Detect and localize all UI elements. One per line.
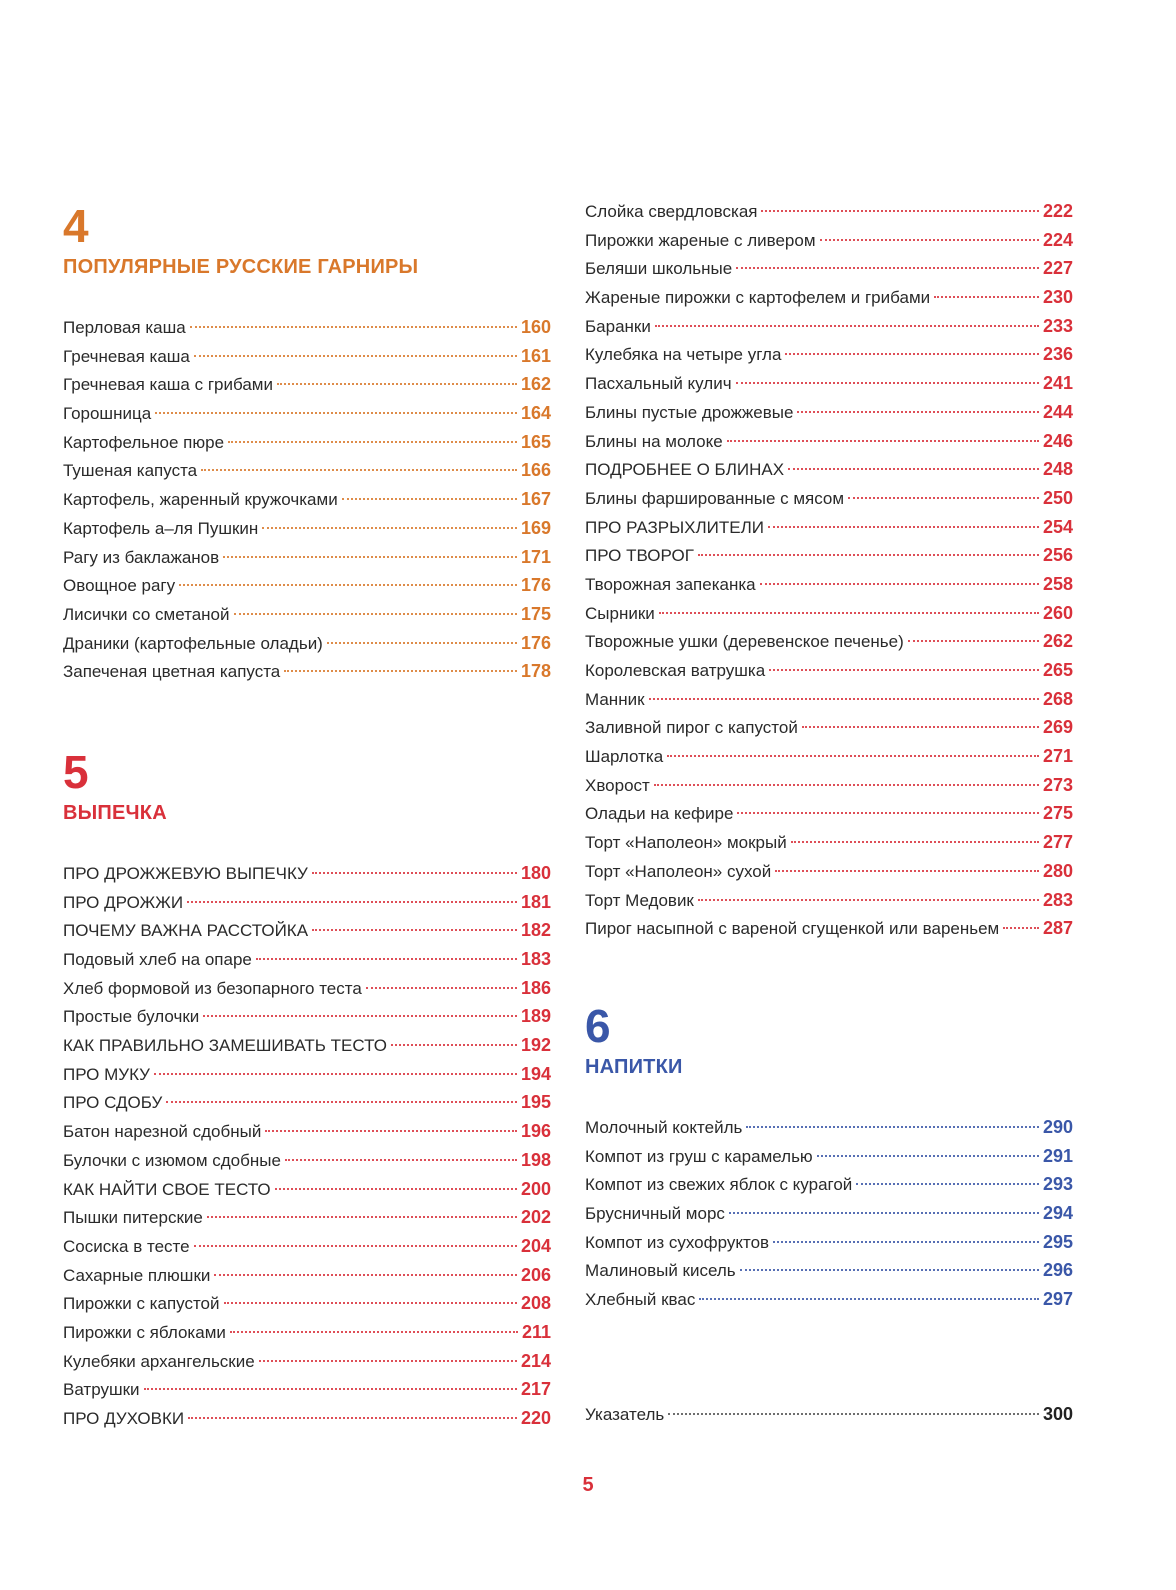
leader-dots	[1003, 927, 1039, 929]
toc-entry[interactable]	[585, 828, 1073, 857]
toc-entry-title: Компот из сухофруктов	[585, 1232, 770, 1252]
toc-entry[interactable]	[63, 485, 551, 514]
leader-dots	[144, 1388, 517, 1390]
toc-entry[interactable]	[585, 656, 1073, 685]
toc-entry-page: 220	[520, 1408, 551, 1428]
leader-dots	[760, 583, 1039, 585]
toc-entry-title: Компот из свежих яблок с курагой	[585, 1175, 853, 1195]
toc-entry-title: ПРО МУКУ	[63, 1064, 150, 1084]
section-number: 5	[63, 745, 89, 798]
toc-entry-title: Сырники	[585, 603, 655, 623]
toc-entry-page: 222	[1042, 201, 1073, 221]
leader-dots	[234, 613, 517, 615]
leader-dots	[327, 642, 517, 644]
toc-entry[interactable]	[585, 312, 1073, 341]
leader-dots	[649, 698, 1039, 700]
toc-entry-page: 290	[1042, 1116, 1073, 1137]
leader-dots	[190, 326, 517, 328]
leader-dots	[820, 239, 1039, 241]
leader-dots	[366, 987, 517, 989]
toc-entry[interactable]	[63, 1318, 551, 1347]
toc-entry-title: ПРО ДРОЖЖЕВУЮ ВЫПЕЧКУ	[63, 863, 308, 883]
toc-entry-title: Простые булочки	[63, 1007, 200, 1027]
toc-entry-title: ПОЧЕМУ ВАЖНА РАССТОЙКА	[63, 921, 309, 941]
toc-entry-page: 241	[1042, 373, 1073, 394]
toc-entry-title: Блины пустые дрожжевые	[585, 402, 794, 422]
toc-entry[interactable]	[585, 340, 1073, 369]
toc-entry-title: Кулебяки архангельские	[63, 1351, 255, 1371]
leader-dots	[654, 784, 1039, 786]
toc-entry-page: 258	[1042, 573, 1073, 594]
toc-entry[interactable]	[63, 1347, 551, 1376]
leader-dots	[699, 1298, 1039, 1300]
toc-entry-page: 265	[1042, 660, 1073, 680]
toc-entry[interactable]	[63, 945, 551, 974]
leader-dots	[698, 899, 1039, 901]
toc-entry-page: 204	[520, 1235, 551, 1256]
toc-entry-title: Драники (картофельные оладьи)	[63, 633, 323, 653]
toc-entry[interactable]	[585, 1170, 1073, 1199]
leader-dots	[736, 267, 1039, 269]
section-title: ВЫПЕЧКА	[63, 801, 167, 824]
toc-entry-page: 162	[520, 374, 551, 395]
toc-entry-page: 246	[1042, 430, 1073, 451]
toc-entry-page: 294	[1042, 1202, 1073, 1223]
toc-entry-title: Пасхальный кулич	[585, 374, 732, 394]
leader-dots	[342, 498, 517, 500]
toc-entry-page: 196	[520, 1121, 551, 1142]
toc-entry[interactable]	[585, 541, 1073, 570]
toc-entry-title: Пирог насыпной с вареной сгущенкой или вареньем	[585, 919, 1000, 939]
toc-entry-title: Ватрушки	[63, 1380, 140, 1400]
toc-entry[interactable]	[63, 859, 551, 888]
leader-dots	[791, 841, 1039, 843]
toc-entry[interactable]	[585, 398, 1073, 427]
leader-dots	[275, 1188, 517, 1190]
toc-left-column	[63, 200, 551, 1433]
toc-entry[interactable]	[585, 627, 1073, 656]
toc-entry-title: ПРО ТВОРОГ	[585, 546, 694, 566]
leader-dots	[768, 526, 1039, 528]
toc-entry[interactable]	[63, 1203, 551, 1232]
toc-entry[interactable]	[585, 254, 1073, 283]
leader-dots	[659, 612, 1039, 614]
toc-entry-title: Лисички со сметаной	[63, 604, 230, 624]
toc-entry-title: Батон нарезной сдобный	[63, 1122, 262, 1142]
toc-entry[interactable]	[585, 1113, 1073, 1142]
leader-dots	[788, 468, 1039, 470]
toc-entry-page: 236	[1042, 344, 1073, 365]
toc-entry-title: Брусничный морс	[585, 1203, 725, 1223]
leader-dots	[736, 382, 1039, 384]
toc-entry-page: 296	[1042, 1260, 1073, 1281]
toc-entry-page: 211	[521, 1321, 551, 1342]
section-title: ПОПУЛЯРНЫЕ РУССКИЕ ГАРНИРЫ	[63, 256, 419, 278]
toc-entry-page: 227	[1042, 258, 1073, 279]
toc-entry-page: 269	[1042, 717, 1073, 738]
leader-dots	[179, 584, 517, 586]
toc-entry-page: 293	[1042, 1174, 1073, 1195]
leader-dots	[201, 469, 517, 471]
toc-entry-title: Творожные ушки (деревенское печенье)	[585, 632, 904, 652]
toc-entry[interactable]	[63, 514, 551, 543]
toc-entry[interactable]	[63, 1060, 551, 1089]
toc-entry[interactable]	[63, 1002, 551, 1031]
toc-entry-page: 271	[1042, 746, 1073, 767]
leader-dots	[775, 870, 1039, 872]
leader-dots	[256, 958, 517, 960]
toc-entry-page: 161	[520, 345, 551, 366]
leader-dots	[203, 1015, 517, 1017]
toc-entry-title: Малиновый кисель	[585, 1261, 736, 1281]
toc-entry-title: Королевская ватрушка	[585, 661, 766, 680]
toc-entry-title: Слойка свердловская	[585, 202, 758, 221]
toc-entry[interactable]	[585, 197, 1073, 226]
toc-entry-page: 268	[1042, 688, 1073, 709]
toc-entry-title: Сосиска в тесте	[63, 1236, 190, 1256]
toc-entry-page: 169	[520, 517, 551, 538]
leader-dots	[187, 901, 517, 903]
toc-entry[interactable]	[585, 1256, 1073, 1285]
leader-dots	[729, 1212, 1039, 1214]
toc-entry[interactable]	[585, 742, 1073, 771]
toc-entry[interactable]	[63, 1404, 551, 1433]
toc-entry-title: Торт «Наполеон» сухой	[585, 861, 772, 881]
leader-dots	[312, 872, 517, 874]
toc-entry-title: Картофельное пюре	[63, 432, 225, 452]
leader-dots	[856, 1183, 1039, 1185]
toc-entry-page: 192	[520, 1035, 551, 1056]
toc-entry-title: Горошница	[63, 404, 152, 424]
section-number: 6	[585, 999, 611, 1052]
toc-entry-title: Булочки с изюмом сдобные	[63, 1150, 281, 1170]
toc-entry-page: 178	[520, 661, 551, 682]
toc-entry-title: КАК ПРАВИЛЬНО ЗАМЕШИВАТЬ ТЕСТО	[63, 1036, 387, 1056]
toc-entry[interactable]	[585, 570, 1073, 599]
toc-entry-title: Рагу из баклажанов	[63, 547, 220, 567]
toc-entry-title: ПРО ДРОЖЖИ	[63, 892, 184, 912]
toc-entry-title: ПРО СДОБУ	[63, 1093, 163, 1113]
toc-entry-title: Пирожки с капустой	[63, 1294, 220, 1314]
toc-entry[interactable]	[63, 888, 551, 917]
toc-right-column	[585, 197, 1073, 1314]
leader-dots	[727, 440, 1039, 442]
leader-dots	[667, 755, 1039, 757]
leader-dots	[214, 1274, 517, 1276]
toc-entry-title: Указатель	[585, 1405, 665, 1424]
toc-entry-title: Хлебный квас	[585, 1290, 696, 1309]
leader-dots	[259, 1360, 517, 1362]
toc-entry[interactable]	[63, 1117, 551, 1146]
toc-entry-page: 297	[1042, 1289, 1073, 1309]
page-number: 5	[582, 1474, 594, 1496]
section-5	[63, 745, 551, 1433]
leader-dots	[285, 1159, 517, 1161]
toc-entry[interactable]	[585, 886, 1073, 915]
toc-entry-title: Блины на молоке	[585, 431, 723, 451]
toc-entry-title: Блины фаршированные с мясом	[585, 488, 845, 508]
toc-entry-title: КАК НАЙТИ СВОЕ ТЕСТО	[63, 1179, 271, 1199]
toc-entry-page: 208	[520, 1293, 551, 1314]
toc-entry-title: ПРО РАЗРЫХЛИТЕЛИ	[585, 517, 764, 537]
leader-dots	[207, 1216, 517, 1218]
toc-entry-title: Тушеная капуста	[63, 461, 198, 481]
toc-entry-title: Запеченая цветная капуста	[63, 662, 281, 682]
toc-entry-page: 250	[1042, 487, 1073, 508]
toc-entry[interactable]	[585, 713, 1073, 742]
toc-entry-title: Перловая каша	[63, 318, 186, 337]
leader-dots	[391, 1044, 517, 1046]
toc-entry-title: Хворост	[585, 775, 650, 795]
toc-list	[63, 313, 551, 686]
toc-entry[interactable]	[585, 427, 1073, 456]
leader-dots	[817, 1155, 1039, 1157]
toc-entry-page: 167	[520, 489, 551, 510]
leader-dots	[154, 1073, 517, 1075]
toc-entry-page: 280	[1042, 860, 1073, 881]
index-entry-block	[585, 1400, 1073, 1429]
toc-entry-page: 165	[520, 431, 551, 452]
toc-entry[interactable]	[585, 799, 1073, 828]
toc-entry[interactable]	[63, 1232, 551, 1261]
toc-entry[interactable]	[63, 1088, 551, 1117]
toc-entry[interactable]	[585, 771, 1073, 800]
toc-entry-page: 206	[520, 1264, 551, 1285]
toc-entry[interactable]	[63, 629, 551, 658]
toc-entry-page: 214	[520, 1350, 551, 1371]
toc-entry-page: 275	[1042, 803, 1073, 824]
toc-entry[interactable]	[585, 1199, 1073, 1228]
leader-dots	[155, 412, 517, 414]
leader-dots	[698, 554, 1039, 556]
leader-dots	[769, 669, 1039, 671]
toc-entry-page: 175	[520, 603, 551, 624]
toc-entry-title: Подовый хлеб на опаре	[63, 950, 252, 969]
leader-dots	[737, 812, 1039, 814]
leader-dots	[194, 355, 517, 357]
toc-entry[interactable]	[63, 313, 551, 342]
toc-entry-page: 277	[1042, 832, 1073, 853]
toc-entry[interactable]	[63, 1031, 551, 1060]
toc-entry-title: Пирожки с яблоками	[63, 1322, 226, 1342]
leader-dots	[797, 411, 1039, 413]
toc-entry-page: 195	[520, 1092, 551, 1113]
toc-entry-page: 189	[520, 1006, 551, 1027]
toc-entry[interactable]	[585, 369, 1073, 398]
leader-dots	[773, 1241, 1039, 1243]
leader-dots	[188, 1417, 517, 1419]
toc-entry[interactable]	[585, 857, 1073, 886]
toc-entry-title: ПОДРОБНЕЕ О БЛИНАХ	[585, 460, 785, 480]
toc-entry-title: Овощное рагу	[63, 576, 176, 596]
leader-dots	[228, 441, 517, 443]
toc-entry-title: Кулебяка на четыре угла	[585, 345, 782, 365]
toc-entry[interactable]	[63, 1146, 551, 1175]
leader-dots	[262, 527, 517, 529]
toc-entry-page: 273	[1042, 774, 1073, 795]
toc-entry[interactable]	[63, 342, 551, 371]
leader-dots	[848, 497, 1039, 499]
toc-entry-page: 183	[520, 949, 551, 969]
toc-entry-page: 230	[1042, 287, 1073, 308]
toc-entry-page: 171	[520, 546, 551, 567]
leader-dots	[265, 1130, 517, 1132]
toc-entry[interactable]	[63, 974, 551, 1003]
toc-entry-title: Компот из груш с карамелью	[585, 1146, 813, 1166]
toc-entry-title: Беляши школьные	[585, 259, 733, 279]
toc-entry-title: Пирожки жареные с ливером	[585, 230, 816, 250]
section-6	[585, 999, 1073, 1314]
toc-entry[interactable]	[63, 571, 551, 600]
toc-entry-page: 176	[520, 575, 551, 596]
toc-entry[interactable]	[63, 543, 551, 572]
toc-entry-page: 295	[1042, 1231, 1073, 1252]
toc-entry[interactable]	[63, 370, 551, 399]
toc-entry-title: Торт «Наполеон» мокрый	[585, 833, 787, 853]
leader-dots	[166, 1101, 517, 1103]
toc-entry-title: Жареные пирожки с картофелем и грибами	[585, 288, 931, 308]
toc-entry-title: Молочный коктейль	[585, 1117, 743, 1137]
toc-entry-index[interactable]	[585, 1400, 1073, 1429]
toc-entry-page: 244	[1042, 401, 1073, 422]
section-4	[63, 200, 551, 686]
toc-entry-title: Пышки питерские	[63, 1208, 203, 1228]
toc-entry-page: 262	[1042, 631, 1073, 652]
leader-dots	[785, 353, 1039, 355]
section-title: НАПИТКИ	[585, 1055, 683, 1078]
toc-list	[585, 1113, 1073, 1314]
toc-list	[585, 197, 1073, 943]
leader-dots	[277, 383, 517, 385]
toc-entry-page: 224	[1042, 229, 1073, 250]
toc-entry-title: Оладьи на кефире	[585, 804, 734, 824]
toc-entry-title: Шарлотка	[585, 747, 664, 767]
leader-dots	[761, 210, 1038, 212]
toc-entry[interactable]	[63, 916, 551, 945]
toc-entry-page: 200	[520, 1178, 551, 1199]
toc-entry-title: Баранки	[585, 316, 651, 336]
toc-entry-page: 180	[520, 862, 551, 883]
toc-entry-title: Заливной пирог с капустой	[585, 718, 798, 738]
toc-entry-page: 260	[1042, 602, 1073, 623]
leader-dots	[740, 1269, 1039, 1271]
leader-dots	[312, 929, 517, 931]
toc-entry-title: Творожная запеканка	[585, 574, 756, 594]
toc-entry[interactable]	[585, 914, 1073, 943]
toc-entry-page: 291	[1042, 1145, 1073, 1166]
section-5-continued	[585, 197, 1073, 943]
leader-dots	[223, 556, 517, 558]
toc-entry-title: Хлеб формовой из безопарного теста	[63, 978, 362, 998]
toc-entry[interactable]	[585, 599, 1073, 628]
toc-entry[interactable]	[585, 1142, 1073, 1171]
toc-entry-page: 194	[520, 1063, 551, 1084]
leader-dots	[224, 1302, 517, 1304]
toc-entry-page: 176	[520, 632, 551, 653]
toc-entry[interactable]	[585, 283, 1073, 312]
toc-entry-page: 287	[1042, 918, 1073, 939]
toc-entry-page: 256	[1042, 545, 1073, 566]
leader-dots	[934, 296, 1039, 298]
section-number: 4	[63, 200, 89, 252]
toc-entry-page: 198	[520, 1149, 551, 1170]
toc-entry-page: 186	[520, 977, 551, 998]
toc-list	[63, 859, 551, 1433]
toc-entry-title: Гречневая каша	[63, 346, 190, 366]
toc-entry-title: ПРО ДУХОВКИ	[63, 1409, 185, 1428]
toc-entry[interactable]	[585, 513, 1073, 542]
leader-dots	[668, 1413, 1039, 1415]
leader-dots	[284, 670, 517, 672]
toc-entry-page: 164	[520, 403, 551, 424]
toc-entry[interactable]	[63, 1261, 551, 1290]
toc-entry[interactable]	[63, 657, 551, 686]
leader-dots	[230, 1331, 518, 1333]
toc-entry-page: 248	[1042, 459, 1073, 480]
toc-entry-page: 182	[520, 920, 551, 941]
toc-entry-title: Манник	[585, 689, 645, 709]
toc-entry-title: Картофель, жаренный кружочками	[63, 490, 338, 510]
toc-entry[interactable]	[585, 484, 1073, 513]
leader-dots	[802, 726, 1039, 728]
toc-entry[interactable]	[585, 226, 1073, 255]
toc-entry[interactable]	[63, 456, 551, 485]
toc-entry[interactable]	[585, 1285, 1073, 1314]
toc-entry-page: 233	[1042, 315, 1073, 336]
toc-entry-title: Сахарные плюшки	[63, 1265, 211, 1285]
toc-entry[interactable]	[63, 428, 551, 457]
toc-entry[interactable]	[585, 455, 1073, 484]
leader-dots	[908, 640, 1039, 642]
toc-entry[interactable]	[63, 399, 551, 428]
leader-dots	[746, 1126, 1039, 1128]
toc-entry[interactable]	[63, 600, 551, 629]
toc-entry-page: 217	[520, 1379, 551, 1400]
leader-dots	[655, 325, 1039, 327]
toc-entry-title: Гречневая каша с грибами	[63, 375, 273, 395]
toc-entry-page: 160	[520, 317, 551, 337]
toc-entry-page: 166	[520, 460, 551, 481]
toc-entry-page: 181	[520, 891, 551, 912]
leader-dots	[194, 1245, 517, 1247]
toc-entry[interactable]	[63, 1375, 551, 1404]
toc-entry-page: 300	[1042, 1404, 1073, 1424]
toc-entry-page: 283	[1042, 889, 1073, 910]
toc-entry-page: 202	[520, 1207, 551, 1228]
toc-entry[interactable]	[63, 1175, 551, 1204]
toc-entry-page: 254	[1042, 516, 1073, 537]
toc-entry[interactable]	[63, 1289, 551, 1318]
toc-entry-title: Торт Медовик	[585, 890, 694, 910]
toc-entry[interactable]	[585, 685, 1073, 714]
toc-entry[interactable]	[585, 1228, 1073, 1257]
toc-entry-title: Картофель а–ля Пушкин	[63, 518, 259, 538]
